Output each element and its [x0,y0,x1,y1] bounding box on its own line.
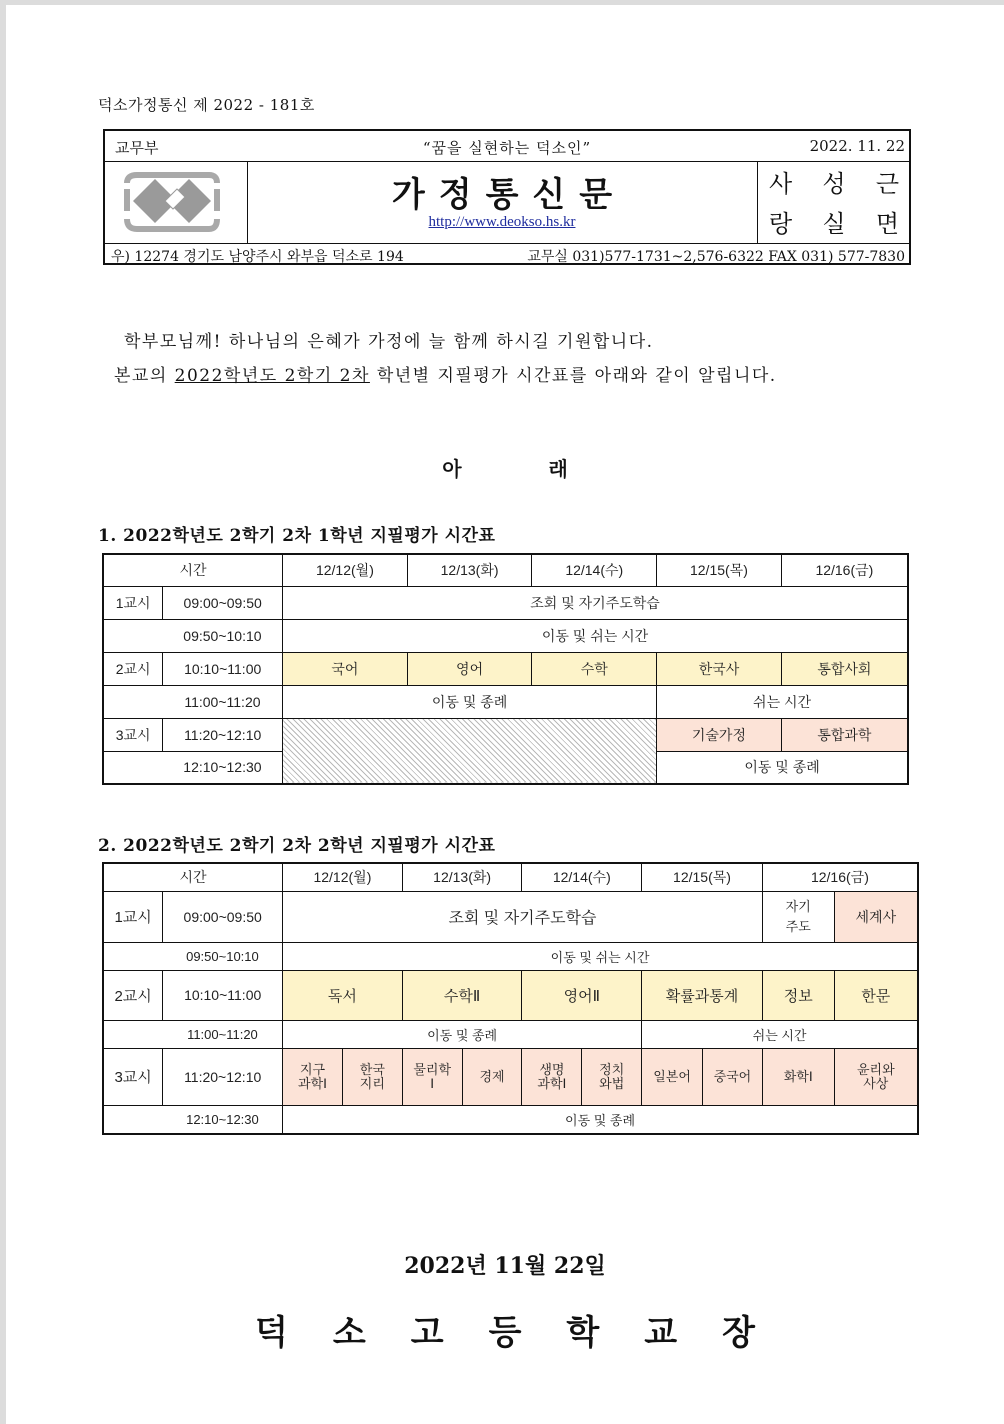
time-header: 시간 [103,554,283,586]
exam-subject [834,1048,918,1105]
break-time: 12:10~12:30 [163,751,283,784]
day-header: 12/13(화) [402,863,522,891]
break-time: 12:10~12:30 [163,1105,283,1134]
period-time: 10:10~11:00 [163,652,283,685]
exam-subject: 독서 [283,970,403,1020]
exam-subject: 중국어 [702,1048,762,1105]
period-time: 09:00~09:50 [163,891,283,942]
day-header: 12/16(금) [762,863,918,891]
school-website-link[interactable]: http://www.deokso.hs.kr [428,214,576,230]
grade1-title: 1. 2022학년도 2학기 2차 1학년 지필평가 시간표 [98,526,496,546]
text: 지리 [359,1075,385,1091]
text: 윤리와 [856,1061,895,1077]
period-time: 11:20~12:10 [163,718,283,751]
exam-subject [402,1048,462,1105]
exam-subject [283,1048,343,1105]
document-serial-number: 덕소가정통신 제 2022 - 181호 [98,96,315,114]
period-time: 09:00~09:50 [163,586,283,619]
value-char: 실 [822,209,846,238]
break-cell: 쉬는 시간 [642,1020,918,1048]
document-title: 가정통신문 [391,175,627,215]
school-logo-icon [105,161,247,243]
exam-subject: 기술가정 [657,718,782,751]
text: 학년별 지필평가 시간표를 아래와 같이 알립니다. [369,366,777,386]
dismissal-cell: 이동 및 종례 [283,1020,642,1048]
blank [103,942,163,970]
notice-heading: 아 래 [442,457,608,481]
blank [103,685,163,718]
text: Ⅰ [430,1075,435,1091]
day-header: 12/15(목) [642,863,763,891]
period-label: 1교시 [103,586,163,619]
period-label: 3교시 [103,718,163,751]
department: 교무부 [115,139,159,157]
greeting [114,325,777,393]
period-label: 1교시 [103,891,163,942]
text: 와법 [599,1075,625,1091]
text: 본교의 [114,366,175,386]
text: 지구 [299,1061,326,1077]
break-time: 09:50~10:10 [163,619,283,652]
document-page [6,5,1004,1424]
grade1-timetable [102,553,909,785]
blank [103,619,163,652]
homeroom-cell: 조회 및 자기주도학습 [283,891,763,942]
break-cell: 쉬는 시간 [657,685,908,718]
break-time: 09:50~10:10 [163,942,283,970]
exam-subject: 확률과통계 [642,970,763,1020]
exam-subject: 정보 [762,970,834,1020]
text: 생명 [539,1061,565,1077]
text: 물리학 [413,1061,452,1077]
day-header: 12/14(수) [532,554,657,586]
principal-signature: 덕소고등학교장 [255,1313,800,1353]
break-cell: 이동 및 쉬는 시간 [283,942,918,970]
day-header: 12/16(금) [781,554,908,586]
exam-subject: 한문 [834,970,918,1020]
value-char: 성 [822,169,846,198]
day-header: 12/12(월) [283,863,403,891]
time-header: 시간 [103,863,283,891]
value-char: 면 [875,209,899,238]
dismissal-cell: 이동 및 종례 [283,685,657,718]
exam-subject: 수학 [532,652,657,685]
blank [103,751,163,784]
period-time: 10:10~11:00 [163,970,283,1020]
break-time: 11:00~11:20 [163,685,283,718]
self-study-cell [762,891,834,942]
exam-subject: 국어 [283,652,408,685]
period-label: 2교시 [103,652,163,685]
exam-subject: 한국사 [657,652,782,685]
school-values [757,161,909,243]
grade2-title: 2. 2022학년도 2학기 2차 2학년 지필평가 시간표 [98,836,496,856]
period-label: 3교시 [103,1048,163,1105]
text: 자기 [785,898,811,914]
text: 사상 [863,1075,889,1091]
text: 한국 [359,1061,385,1077]
issue-date: 2022. 11. 22 [809,137,905,155]
period-label: 2교시 [103,970,163,1020]
period-time: 11:20~12:10 [163,1048,283,1105]
text: 과학Ⅰ [537,1075,567,1091]
day-header: 12/12(월) [283,554,408,586]
school-motto: “꿈을 실현하는 덕소인” [422,139,592,157]
exam-subject: 경제 [462,1048,522,1105]
text: 과학Ⅰ [298,1075,327,1091]
dismissal-cell: 이동 및 종례 [657,751,908,784]
exam-subject: 일본어 [642,1048,703,1105]
exam-subject [522,1048,582,1105]
homeroom-cell: 조회 및 자기주도학습 [283,586,908,619]
dismissal-cell: 이동 및 종례 [283,1105,918,1134]
day-header: 12/15(목) [657,554,782,586]
day-header: 12/13(화) [407,554,532,586]
exam-subject [582,1048,642,1105]
underlined-term: 2022학년도 2학기 2차 [174,366,370,386]
no-exam-hatched-cell [283,718,657,784]
greeting-line-2 [114,359,777,393]
school-contact: 교무실 031)577-1731~2,576-6322 FAX 031) 577-7830 [527,249,905,265]
blank [103,1020,163,1048]
text: 정치 [599,1061,625,1077]
exam-subject: 영어Ⅱ [522,970,642,1020]
blank [103,1105,163,1134]
school-logo [105,161,248,243]
value-char: 랑 [769,209,793,238]
day-header: 12/14(수) [522,863,642,891]
exam-subject: 수학Ⅱ [402,970,522,1020]
break-cell: 이동 및 쉬는 시간 [283,619,908,652]
value-char: 근 [875,169,899,198]
footer-date: 2022년 11월 22일 [404,1253,606,1279]
greeting-line-1: 학부모님께! 하나님의 은혜가 가정에 늘 함께 하시길 기원합니다. [124,332,654,352]
grade2-timetable [102,862,919,1135]
exam-subject: 영어 [407,652,532,685]
school-address: 우) 12274 경기도 남양주시 와부읍 덕소로 194 [111,249,404,265]
exam-subject [342,1048,402,1105]
exam-subject: 세계사 [834,891,918,942]
letterhead [103,129,911,265]
text: 주도 [785,918,811,934]
exam-subject: 화학Ⅰ [762,1048,834,1105]
exam-subject: 통합사회 [781,652,908,685]
break-time: 11:00~11:20 [163,1020,283,1048]
value-char: 사 [769,169,793,198]
exam-subject: 통합과학 [781,718,908,751]
